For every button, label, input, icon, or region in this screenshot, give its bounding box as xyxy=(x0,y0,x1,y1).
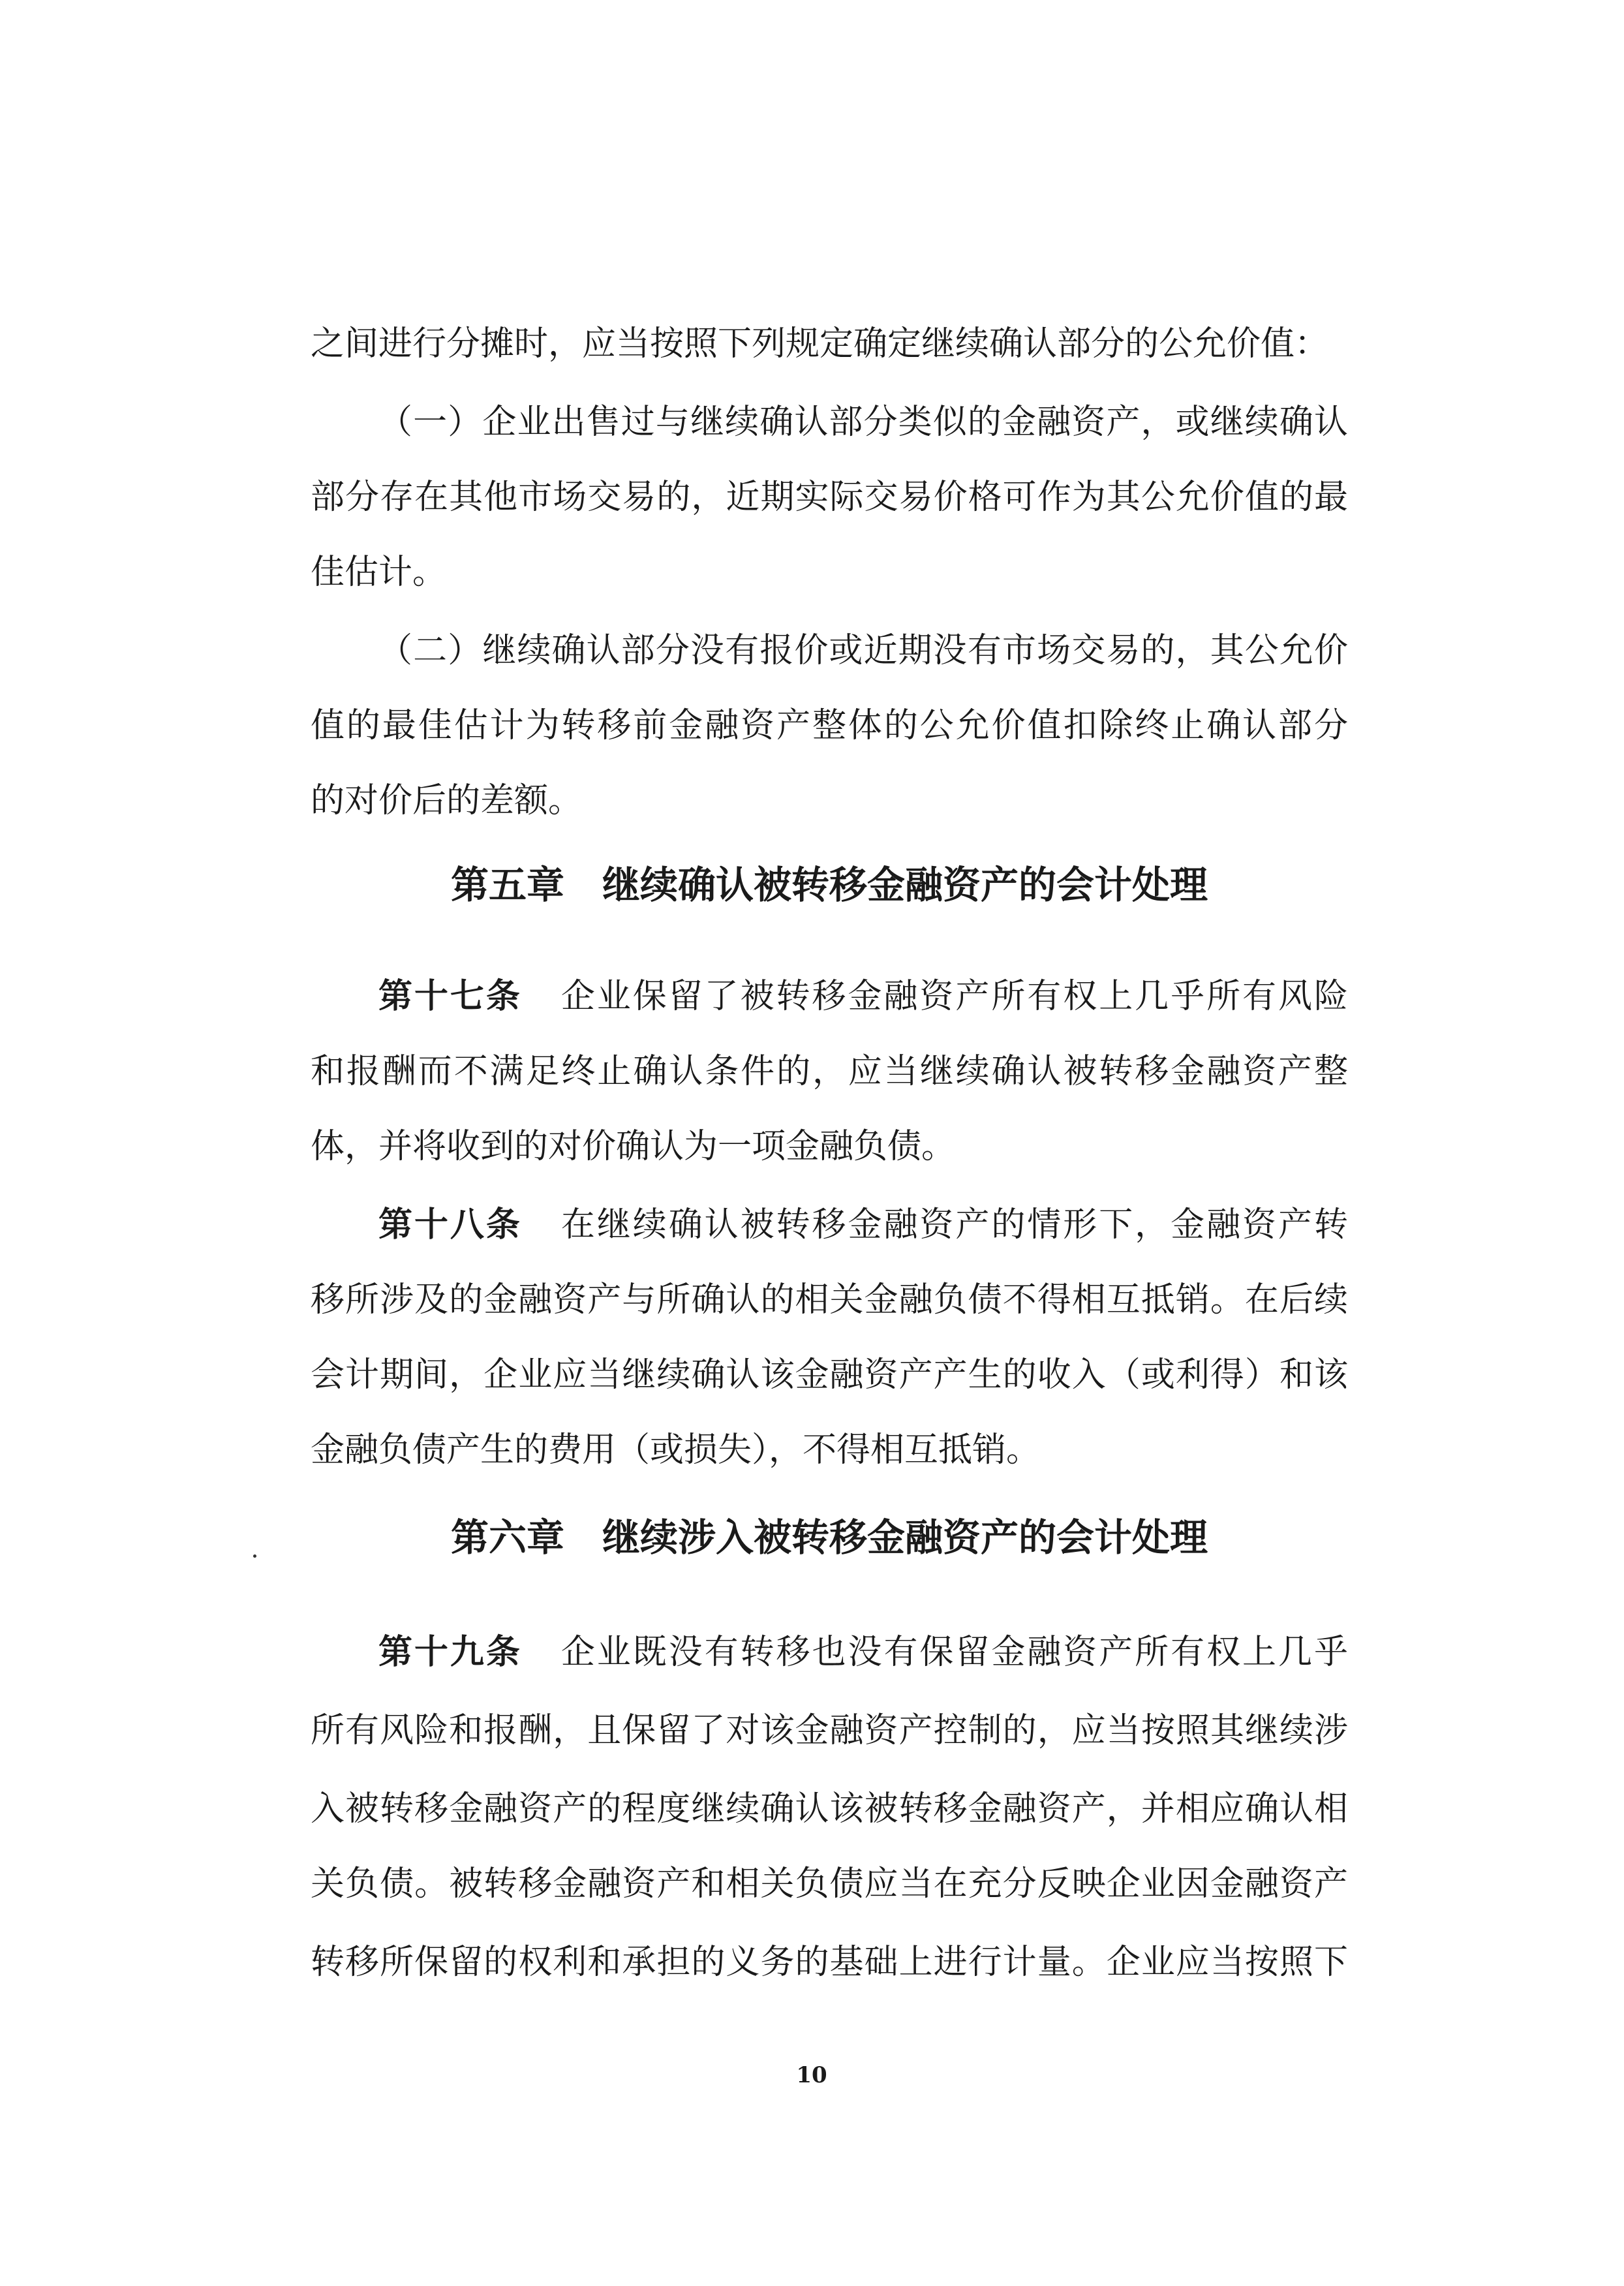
text-line: 值的最佳估计为转移前金融资产整体的公允价值扣除终止确认部分 xyxy=(311,706,1348,745)
text-line: 入被转移金融资产的程度继续确认该被转移金融资产，并相应确认相 xyxy=(311,1789,1348,1829)
text-line: 所有风险和报酬，且保留了对该金融资产控制的，应当按照其继续涉 xyxy=(311,1711,1348,1750)
article-first-line xyxy=(378,1204,1348,1246)
article-number: 第十八条 xyxy=(378,1205,522,1244)
text-line: 关负债。被转移金融资产和相关负债应当在充分反映企业因金融资产 xyxy=(311,1864,1348,1904)
article-text: 企业既没有转移也没有保留金融资产所有权上几乎 xyxy=(560,1633,1348,1672)
text-line: 转移所保留的权利和承担的义务的基础上进行计量。企业应当按照下 xyxy=(311,1943,1348,1982)
scan-speck xyxy=(253,1554,256,1558)
article-first-line xyxy=(378,1631,1348,1673)
text-line: 体，并将收到的对价确认为一项金融负债。 xyxy=(311,1127,956,1166)
text-line: 的对价后的差额。 xyxy=(311,781,583,820)
text-line: （一）企业出售过与继续确认部分类似的金融资产，或继续确认 xyxy=(378,403,1348,442)
text-line: 部分存在其他市场交易的，近期实际交易价格可作为其公允价值的最 xyxy=(311,478,1348,517)
chapter-heading: 第五章 继续确认被转移金融资产的会计处理 xyxy=(450,863,1208,907)
text-line: （二）继续确认部分没有报价或近期没有市场交易的，其公允价 xyxy=(378,631,1348,670)
text-line: 和报酬而不满足终止确认条件的，应当继续确认被转移金融资产整 xyxy=(311,1052,1348,1091)
text-line: 金融负债产生的费用（或损失），不得相互抵销。 xyxy=(311,1430,1041,1470)
chapter-heading: 第六章 继续涉入被转移金融资产的会计处理 xyxy=(450,1515,1208,1560)
page-number: 10 xyxy=(796,2062,827,2088)
text-line: 之间进行分摊时，应当按照下列规定确定继续确认部分的公允价值： xyxy=(311,324,1329,363)
article-text: 企业保留了被转移金融资产所有权上几乎所有风险 xyxy=(560,977,1348,1016)
article-number: 第十七条 xyxy=(378,977,522,1016)
text-line: 会计期间，企业应当继续确认该金融资产产生的收入（或利得）和该 xyxy=(311,1355,1348,1395)
text-line: 佳估计。 xyxy=(311,553,447,592)
article-number: 第十九条 xyxy=(378,1633,522,1672)
article-first-line xyxy=(378,976,1348,1017)
article-text: 在继续确认被转移金融资产的情形下，金融资产转 xyxy=(560,1205,1348,1244)
text-line: 移所涉及的金融资产与所确认的相关金融负债不得相互抵销。在后续 xyxy=(311,1280,1348,1320)
